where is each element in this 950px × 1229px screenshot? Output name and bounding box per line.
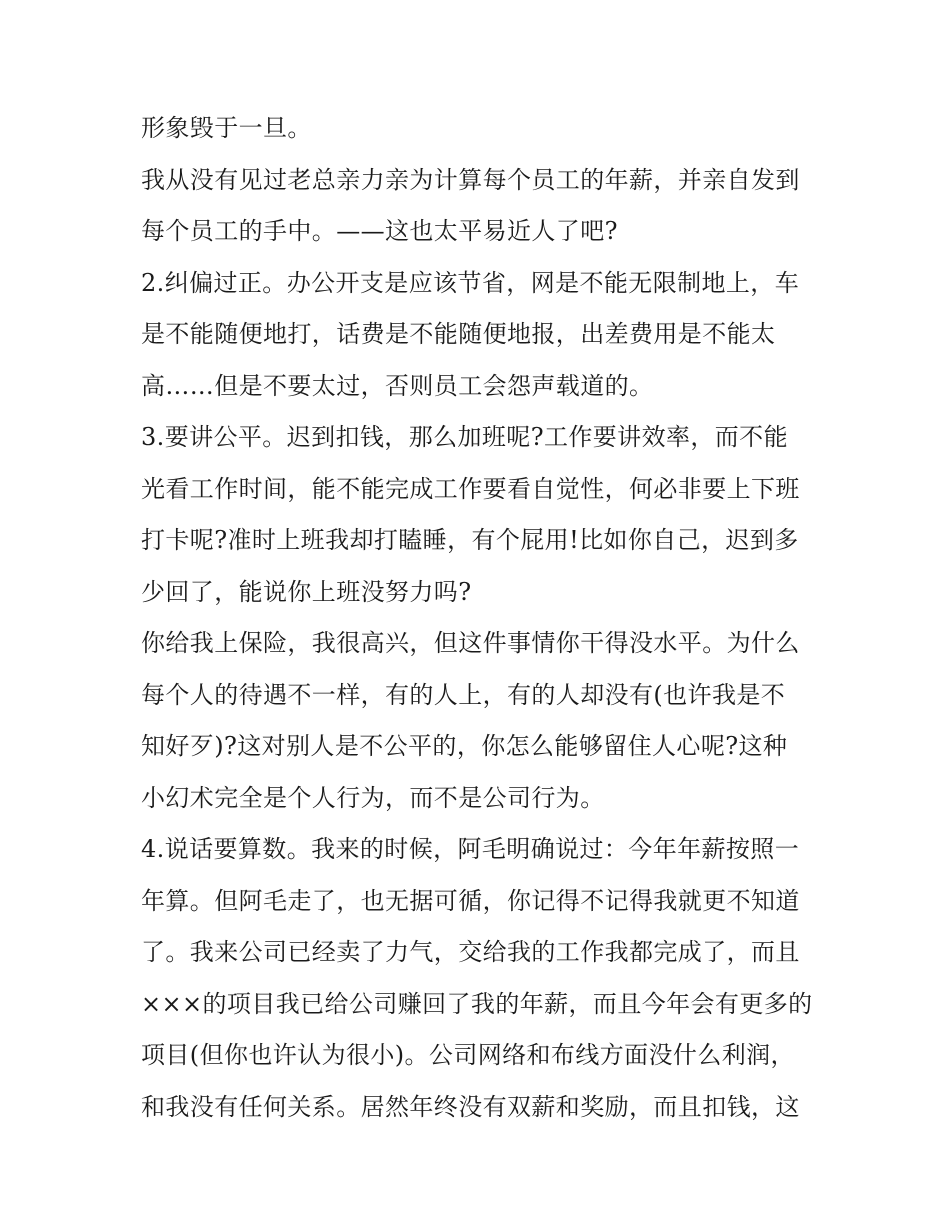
text-line: 你给我上保险，我很高兴，但这件事情你干得没水平。为什么 xyxy=(141,629,800,657)
text-line: 高……但是不要太过，否则员工会怨声载道的。 xyxy=(141,371,654,400)
text-line: 打卡呢?准时上班我却打瞌睡，有个屁用!比如你自己，迟到多 xyxy=(141,526,799,554)
text-line: 项目(但你也许认为很小)。公司网络和布线方面没什么利润， xyxy=(141,1041,795,1069)
text-line: 形象毁于一旦。 xyxy=(141,114,312,142)
text-line: ×××的项目我已给公司赚回了我的年薪，而且今年会有更多的 xyxy=(141,989,813,1018)
text-line: 知好歹)?这对别人是不公平的，你怎么能够留住人心呢?这种 xyxy=(141,732,788,760)
text-line: 3.要讲公平。迟到扣钱，那么加班呢?工作要讲效率，而不能 xyxy=(141,423,788,451)
text-line: 我从没有见过老总亲力亲为计算每个员工的年薪，并亲自发到 xyxy=(141,165,800,194)
text-line: 光看工作时间，能不能完成工作要看自觉性，何必非要上下班 xyxy=(141,474,800,503)
text-line: 了。我来公司已经卖了力气，交给我的工作我都完成了，而且 xyxy=(141,938,800,966)
text-line: 小幻术完全是个人行为，而不是公司行为。 xyxy=(141,783,605,812)
text-line: 2.纠偏过正。办公开支是应该节省，网是不能无限制地上，车 xyxy=(141,268,800,297)
text-line: 4.说话要算数。我来的时候，阿毛明确说过：今年年薪按照一 xyxy=(141,835,800,863)
text-line: 少回了，能说你上班没努力吗? xyxy=(141,577,472,606)
text-line: 年算。但阿毛走了，也无据可循，你记得不记得我就更不知道 xyxy=(141,886,800,915)
text-line: 是不能随便地打，话费是不能随便地报，出差费用是不能太 xyxy=(141,320,776,348)
text-line: 和我没有任何关系。居然年终没有双薪和奖励，而且扣钱，这 xyxy=(141,1092,800,1121)
text-line: 每个人的待遇不一样，有的人上，有的人却没有(也许我是不 xyxy=(141,680,786,709)
body-text xyxy=(141,103,821,1133)
text-line: 每个员工的手中。——这也太平易近人了吧? xyxy=(141,217,618,245)
